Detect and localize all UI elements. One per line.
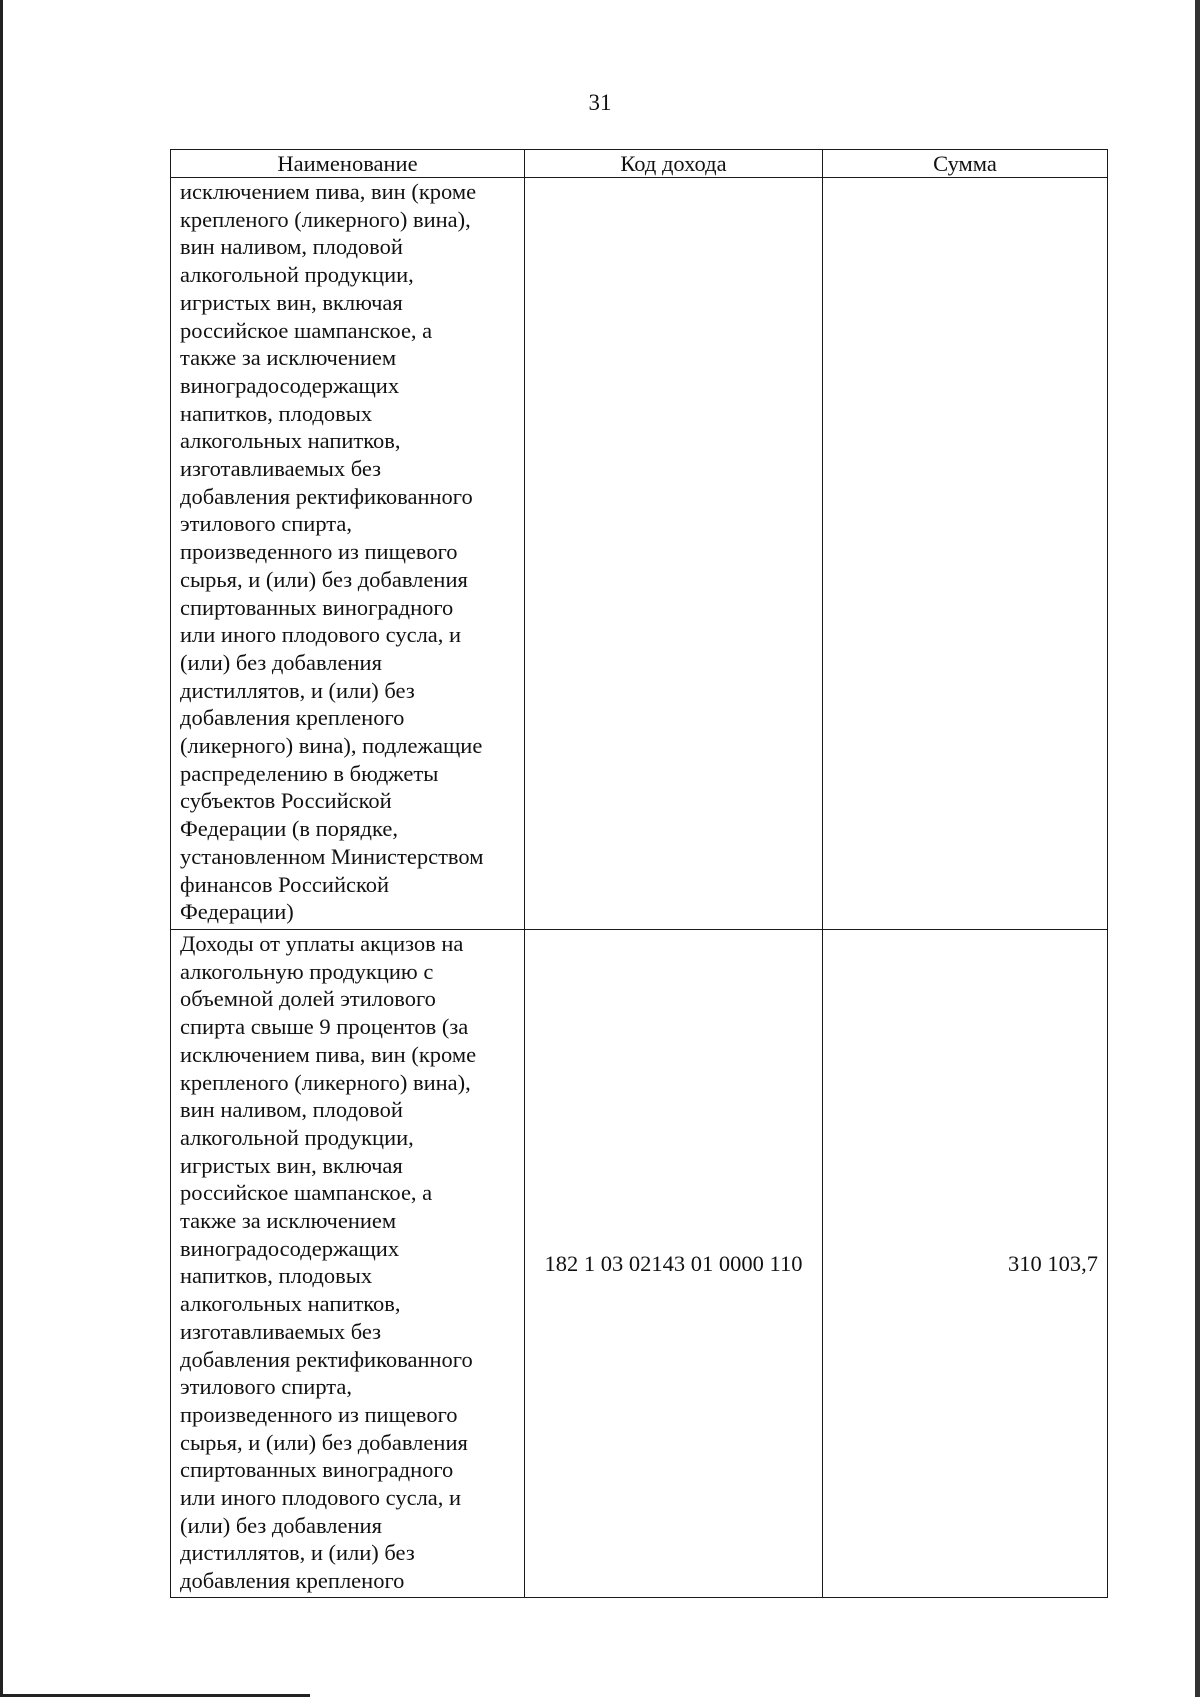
name-line: (ликерного) вина), подлежащие bbox=[180, 733, 483, 759]
name-line: напитков, плодовых bbox=[180, 400, 373, 426]
row-name-cell bbox=[171, 178, 525, 930]
name-line: алкогольной продукции, bbox=[180, 262, 414, 288]
name-line: Доходы от уплаты акцизов на bbox=[180, 931, 464, 956]
name-line: алкогольную продукцию с bbox=[180, 958, 434, 984]
name-line: добавления крепленого bbox=[180, 705, 405, 731]
name-line: также за исключением bbox=[180, 1208, 397, 1234]
name-line: вин наливом, плодовой bbox=[180, 1097, 403, 1123]
table-header-row bbox=[171, 150, 1108, 178]
name-line: Федерации) bbox=[180, 899, 294, 925]
name-line: Федерации (в порядке, bbox=[180, 816, 398, 842]
name-line: этилового спирта, bbox=[180, 1374, 353, 1400]
name-line: также за исключением bbox=[180, 345, 397, 371]
name-line: алкогольных напитков, bbox=[180, 1291, 401, 1317]
row-sum-cell bbox=[823, 178, 1108, 930]
name-line: исключением пива, вин (кроме bbox=[180, 179, 477, 204]
name-line: вин наливом, плодовой bbox=[180, 234, 403, 260]
header-code: Код дохода bbox=[525, 150, 823, 178]
table-row bbox=[171, 178, 1108, 930]
row-name-cell bbox=[171, 930, 525, 1598]
name-line: напитков, плодовых bbox=[180, 1263, 373, 1289]
name-line: сырья, и (или) без добавления bbox=[180, 1429, 468, 1455]
name-line: дистиллятов, и (или) без bbox=[180, 677, 415, 703]
name-line: алкогольной продукции, bbox=[180, 1124, 414, 1150]
name-line: добавления крепленого bbox=[180, 1568, 405, 1594]
name-line: или иного плодового сусла, и bbox=[180, 1485, 462, 1511]
name-line: произведенного из пищевого bbox=[180, 539, 458, 565]
name-line: субъектов Российской bbox=[180, 788, 392, 814]
name-line: спиртованных виноградного bbox=[180, 1457, 454, 1483]
name-line: алкогольных напитков, bbox=[180, 428, 401, 454]
name-line: крепленого (ликерного) вина), bbox=[180, 1069, 471, 1095]
name-line: распределению в бюджеты bbox=[180, 760, 439, 786]
name-line: финансов Российской bbox=[180, 871, 390, 897]
scan-edge-right bbox=[1195, 0, 1200, 1697]
name-line: добавления ректификованного bbox=[180, 1346, 473, 1372]
name-line: (или) без добавления bbox=[180, 649, 382, 675]
name-line: игристых вин, включая bbox=[180, 1152, 403, 1178]
name-line: виноградосодержащих bbox=[180, 372, 400, 398]
row-code-cell: 182 1 03 02143 01 0000 110 bbox=[525, 930, 823, 1598]
name-line: крепленого (ликерного) вина), bbox=[180, 206, 471, 232]
header-name: Наименование bbox=[171, 150, 525, 178]
name-line: установленном Министерством bbox=[180, 843, 484, 869]
name-line: произведенного из пищевого bbox=[180, 1401, 458, 1427]
name-line: спирта свыше 9 процентов (за bbox=[180, 1014, 469, 1040]
page-number: 31 bbox=[588, 90, 612, 115]
header-sum: Сумма bbox=[823, 150, 1108, 178]
income-table bbox=[170, 149, 1108, 1598]
name-line: изготавливаемых без bbox=[180, 1318, 382, 1344]
name-line: этилового спирта, bbox=[180, 511, 353, 537]
scan-edge-left bbox=[0, 0, 3, 1697]
name-line: игристых вин, включая bbox=[180, 289, 403, 315]
name-line: добавления ректификованного bbox=[180, 483, 473, 509]
name-line: или иного плодового сусла, и bbox=[180, 622, 462, 648]
name-line: виноградосодержащих bbox=[180, 1235, 400, 1261]
name-line: российское шампанское, а bbox=[180, 1180, 433, 1206]
row-sum-cell: 310 103,7 bbox=[823, 930, 1108, 1598]
name-line: исключением пива, вин (кроме bbox=[180, 1041, 477, 1067]
name-line: российское шампанское, а bbox=[180, 317, 433, 343]
name-line: (или) без добавления bbox=[180, 1512, 382, 1538]
name-line: сырья, и (или) без добавления bbox=[180, 566, 468, 592]
row-code-cell bbox=[525, 178, 823, 930]
name-line: объемной долей этилового bbox=[180, 986, 436, 1012]
name-line: спиртованных виноградного bbox=[180, 594, 454, 620]
name-line: дистиллятов, и (или) без bbox=[180, 1540, 415, 1566]
table-row bbox=[171, 930, 1108, 1598]
name-line: изготавливаемых без bbox=[180, 456, 382, 482]
